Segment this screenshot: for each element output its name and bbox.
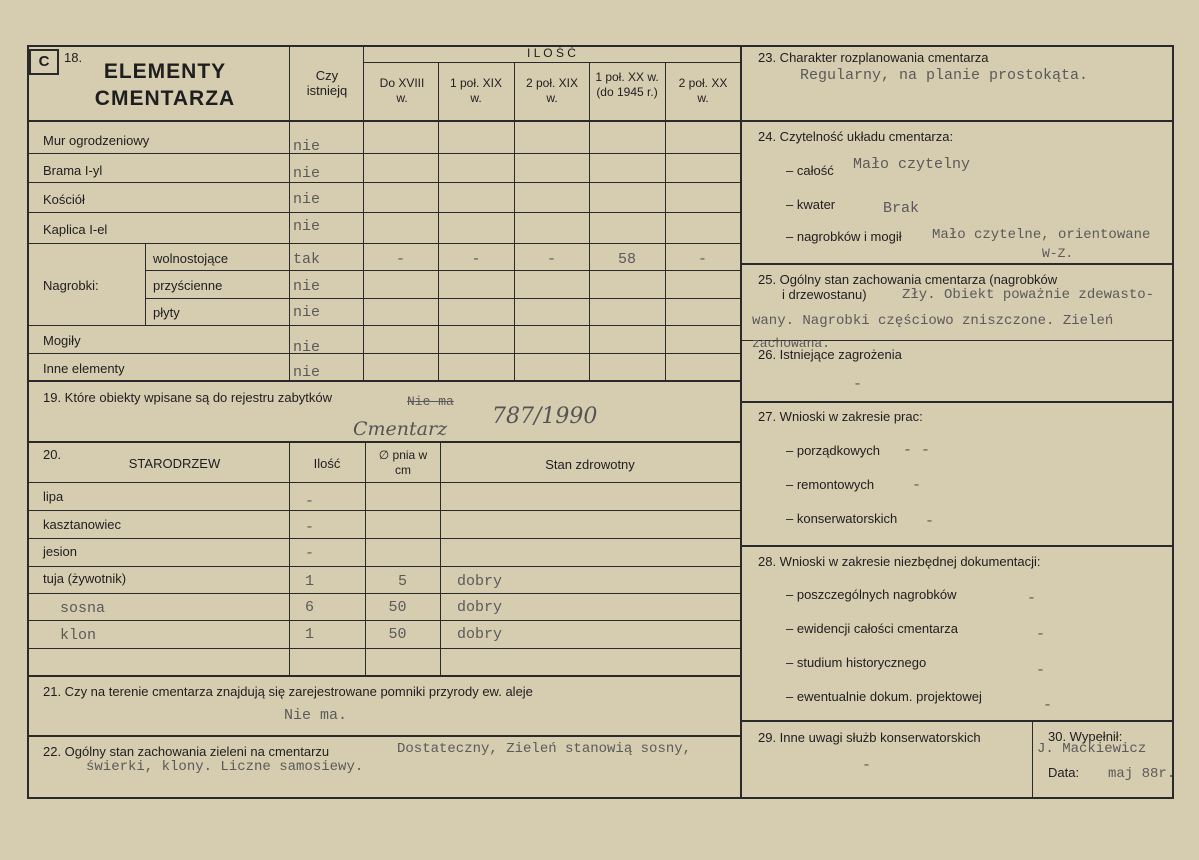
tree-diam: 5 <box>397 573 407 590</box>
s30-date-value: maj 88r. <box>1108 766 1176 782</box>
s24-bottom <box>740 263 1172 265</box>
s28-bottom <box>740 720 1172 722</box>
tree-name: kasztanowiec <box>43 517 122 532</box>
s28-item-label: – studium historycznego <box>786 655 927 670</box>
tree-count: 6 <box>305 599 315 616</box>
period-value: 58 <box>617 251 636 268</box>
qty-header-line <box>363 62 740 63</box>
tree-health: dobry <box>457 626 503 643</box>
s18-col-line <box>514 62 515 380</box>
element-label: płyty <box>153 305 180 320</box>
element-label: Kościół <box>43 192 85 207</box>
column-divider <box>740 45 742 799</box>
s23-value: Regularny, na planie prostokąta. <box>800 67 1089 84</box>
s29-value: - <box>862 757 872 774</box>
tree-name: klon <box>60 627 97 644</box>
s22-value-line2: świerki, klony. Liczne samosiewy. <box>86 759 364 775</box>
period-header: 2 poł. XX w. <box>678 76 728 105</box>
col-diam-header: ∅ pnia w cm <box>378 448 428 477</box>
s27-item-value: - <box>925 513 935 530</box>
tree-diam: 50 <box>388 626 407 643</box>
s20-col-line <box>289 441 290 675</box>
element-label: Brama I-yl <box>43 163 103 178</box>
s18-header-bottom <box>27 120 740 122</box>
s28-item-value: - <box>1027 590 1037 607</box>
s25-label-line1: 25. Ogólny stan zachowania cmentarza (nagrobków <box>758 272 1058 287</box>
tree-health: dobry <box>457 599 503 616</box>
exists-value: nie <box>293 278 321 295</box>
s24-whole-value: Mało czytelny <box>853 156 971 173</box>
s28-label: 28. Wnioski w zakresie niezbędnej dokumentacji: <box>758 554 1041 569</box>
s19-typed-struck: Nie ma <box>407 394 454 409</box>
tree-count: - <box>305 519 315 536</box>
s18-row-line <box>145 270 740 271</box>
s18-row-line <box>27 212 740 213</box>
period-header: 1 poł. XIX w. <box>449 76 503 105</box>
s18-title-line1: ELEMENTY <box>103 60 227 83</box>
col-count-header: Ilość <box>313 456 341 471</box>
period-value: - <box>697 251 707 268</box>
s18-row-line <box>145 298 740 299</box>
s26-value: - <box>853 376 863 393</box>
s29-label: 29. Inne uwagi służb konserwatorskich <box>758 730 981 745</box>
tree-diam: 50 <box>388 599 407 616</box>
s23-bottom <box>740 120 1172 122</box>
exists-value: nie <box>293 339 321 356</box>
s28-item-label: – poszczególnych nagrobków <box>786 587 957 602</box>
s20-header-bottom <box>27 482 740 483</box>
s24-graves-value: Mało czytelne, orientowane <box>932 227 1151 243</box>
s19-hand-number: 787/1990 <box>492 404 598 429</box>
s24-quarters-value: Brak <box>883 200 920 217</box>
s24-label: 24. Czytelność układu cmentarza: <box>758 129 954 144</box>
s21-bottom <box>27 735 740 737</box>
tree-name: tuja (żywotnik) <box>43 571 127 586</box>
s27-item-label: – porządkowych <box>786 443 880 458</box>
s24-graves-label: – nagrobków i mogił <box>786 229 902 244</box>
s19-label: 19. Które obiekty wpisane są do rejestru zabytków <box>43 390 333 405</box>
border-right <box>1172 45 1174 799</box>
element-label: wolnostojące <box>153 251 229 266</box>
s27-item-label: – konserwatorskich <box>786 511 898 526</box>
tree-count: 1 <box>305 573 315 590</box>
s26-label: 26. Istniejące zagrożenia <box>758 347 902 362</box>
s26-bottom <box>740 401 1172 403</box>
s18-row-line <box>27 153 740 154</box>
tree-name: sosna <box>60 600 106 617</box>
s18-row-line <box>27 325 740 326</box>
s20-row-line <box>27 648 740 649</box>
exists-value: nie <box>293 364 321 381</box>
exists-value: nie <box>293 138 321 155</box>
exists-value: nie <box>293 191 321 208</box>
nagrobki-label: Nagrobki: <box>43 278 99 293</box>
s20-number: 20. <box>43 447 62 462</box>
s20-col-line <box>440 441 441 675</box>
s29-s30-divider <box>1032 720 1033 798</box>
s30-label: 30. Wypełnił: <box>1048 729 1123 744</box>
s24-quarters-label: – kwater <box>786 197 836 212</box>
s27-item-value: - - <box>903 442 931 459</box>
exists-value: nie <box>293 304 321 321</box>
s24-graves-value2: W-Z. <box>1042 246 1074 261</box>
exists-value: tak <box>293 251 321 268</box>
s20-bottom <box>27 675 740 677</box>
tree-count: - <box>305 545 315 562</box>
tree-count: 1 <box>305 626 315 643</box>
card-letter-box: C <box>29 49 59 75</box>
period-value: - <box>546 251 556 268</box>
s21-label: 21. Czy na terenie cmentarza znajdują się zarejestrowane pomniki przyrody ew. aleje <box>43 684 533 699</box>
s20-row-line <box>27 620 740 621</box>
s22-label: 22. Ogólny stan zachowania zieleni na cmentarzu <box>43 744 330 759</box>
s18-col-line <box>589 62 590 380</box>
s19-hand-word: Cmentarz <box>353 418 448 440</box>
s27-item-value: - <box>912 477 922 494</box>
s23-label: 23. Charakter rozplanowania cmentarza <box>758 50 989 65</box>
s20-row-line <box>27 510 740 511</box>
element-label: Mur ogrodzeniowy <box>43 133 150 148</box>
period-header: Do XVIII w. <box>379 76 425 105</box>
s19-bottom <box>27 441 740 443</box>
tree-name: jesion <box>43 544 77 559</box>
s27-label: 27. Wnioski w zakresie prac: <box>758 409 923 424</box>
s25-label-line2: i drzewostanu) <box>782 287 867 302</box>
element-label: Kaplica I-el <box>43 222 108 237</box>
tree-count: - <box>305 493 315 510</box>
period-value: - <box>471 251 481 268</box>
border-left <box>27 45 29 799</box>
element-label: Inne elementy <box>43 361 125 376</box>
exists-value: nie <box>293 165 321 182</box>
s18-col-line <box>145 243 146 325</box>
s18-bottom <box>27 380 740 382</box>
s28-item-value: - <box>1036 626 1046 643</box>
tree-name: lipa <box>43 489 64 504</box>
qty-header: I L O Ś Ć <box>527 46 576 60</box>
col-exists-header: Czy istniejq <box>306 68 348 98</box>
col-health-header: Stan zdrowotny <box>545 457 635 472</box>
s20-row-line <box>27 566 740 567</box>
period-header: 2 poł. XIX w. <box>525 76 579 105</box>
s18-row-line <box>27 182 740 183</box>
s28-item-label: – ewentualnie dokum. projektowej <box>786 689 982 704</box>
exists-value: nie <box>293 218 321 235</box>
s28-item-value: - <box>1036 662 1046 679</box>
s18-row-line <box>27 353 740 354</box>
period-value: - <box>395 251 405 268</box>
s18-col-line <box>438 62 439 380</box>
s22-value-line1: Dostateczny, Zieleń stanowią sosny, <box>397 741 692 757</box>
s25-value-line1: Zły. Obiekt poważnie zdewasto- <box>902 287 1155 303</box>
s18-row-line <box>27 243 740 244</box>
element-label: przyścienne <box>153 278 223 293</box>
s21-value: Nie ma. <box>284 707 348 724</box>
s28-item-value: - <box>1043 697 1053 714</box>
s20-row-line <box>27 593 740 594</box>
s25-value-line3: zachowana. <box>752 336 831 351</box>
s18-number: 18. <box>64 50 83 65</box>
s25-value-line2: wany. Nagrobki częściowo zniszczone. Zieleń <box>752 313 1114 329</box>
period-header: 1 poł. XX w. (do 1945 r.) <box>595 70 659 99</box>
s20-title: STARODRZEW <box>128 456 221 471</box>
s28-item-label: – ewidencji całości cmentarza <box>786 621 958 636</box>
s18-col-line <box>665 62 666 380</box>
s27-bottom <box>740 545 1172 547</box>
tree-health: dobry <box>457 573 503 590</box>
element-label: Mogiły <box>43 333 81 348</box>
s27-item-label: – remontowych <box>786 477 875 492</box>
s20-row-line <box>27 538 740 539</box>
border-bottom <box>27 797 1174 799</box>
s18-title-line2: CMENTARZA <box>94 87 236 110</box>
s24-whole-label: – całość <box>786 163 834 178</box>
s30-date-label: Data: <box>1048 765 1080 780</box>
s18-title <box>60 58 270 112</box>
s30-name: J. Mackiewicz <box>1037 741 1147 757</box>
